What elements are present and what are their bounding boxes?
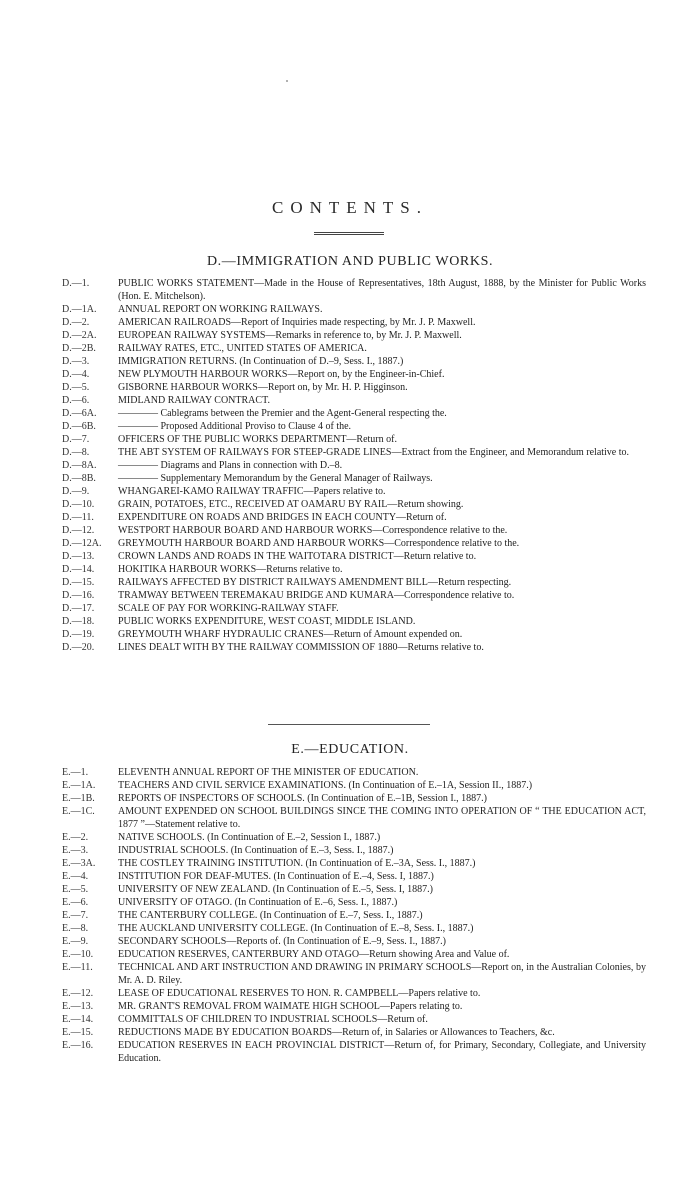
- entry-title: TEACHERS AND CIVIL SERVICE EXAMINATIONS. (In Continuation of E.–1A, Session II., 1887.): [118, 780, 533, 791]
- contents-entry: [0, 987, 700, 1000]
- entry-code: D.—14.: [62, 564, 95, 575]
- entry-code: D.—5.: [62, 382, 90, 393]
- contents-entry: [0, 792, 700, 805]
- entry-code: E.—7.: [62, 910, 89, 921]
- entry-code: D.—15.: [62, 577, 95, 588]
- entry-code: E.—3A.: [62, 858, 96, 869]
- contents-entry: [0, 524, 700, 537]
- contents-entry: [0, 1026, 700, 1039]
- entry-code: D.—10.: [62, 499, 95, 510]
- entry-code: E.—10.: [62, 949, 94, 960]
- contents-entry: [0, 805, 700, 831]
- contents-entry: [0, 277, 700, 303]
- entry-title: SCALE OF PAY FOR WORKING-RAILWAY STAFF.: [118, 603, 339, 614]
- entry-code: D.—6B.: [62, 421, 96, 432]
- entry-code: D.—8.: [62, 447, 90, 458]
- entry-title: NEW PLYMOUTH HARBOUR WORKS—Report on, by the Engineer-in-Chief.: [118, 369, 445, 380]
- entry-title: RAILWAY RATES, ETC., UNITED STATES OF AMERICA.: [118, 343, 367, 354]
- entry-code: D.—9.: [62, 486, 90, 497]
- contents-entry: [0, 368, 700, 381]
- entry-title: RAILWAYS AFFECTED BY DISTRICT RAILWAYS AMENDMENT BILL—Return respecting.: [118, 577, 512, 588]
- entry-code: E.—4.: [62, 871, 89, 882]
- contents-entry: [0, 485, 700, 498]
- section-heading-d: D.—IMMIGRATION AND PUBLIC WORKS.: [206, 254, 494, 269]
- contents-entry: [0, 394, 700, 407]
- section-heading-e: E.—EDUCATION.: [291, 742, 409, 757]
- contents-entry: [0, 472, 700, 485]
- entry-code: D.—17.: [62, 603, 95, 614]
- contents-entry: [0, 779, 700, 792]
- contents-entry: [0, 446, 700, 459]
- entry-code: E.—6.: [62, 897, 89, 908]
- page-title: CONTENTS.: [271, 198, 429, 217]
- entry-title: NATIVE SCHOOLS. (In Continuation of E.–2, Session I., 1887.): [118, 832, 381, 843]
- contents-entry: [0, 922, 700, 935]
- contents-entry: [0, 909, 700, 922]
- entry-code: D.—20.: [62, 642, 95, 653]
- contents-entry: [0, 615, 700, 628]
- contents-entry: [0, 355, 700, 368]
- entry-code: D.—3.: [62, 356, 90, 367]
- entry-title: ELEVENTH ANNUAL REPORT OF THE MINISTER OF EDUCATION.: [118, 767, 419, 778]
- contents-entry: [0, 1039, 700, 1065]
- contents-entry: [0, 329, 700, 342]
- contents-entry: [0, 883, 700, 896]
- entry-title: THE ABT SYSTEM OF RAILWAYS FOR STEEP-GRADE LINES—Extract from the Engineer, and Memorandum relative to.: [118, 447, 630, 458]
- contents-entry: [0, 589, 700, 602]
- entry-title: ANNUAL REPORT ON WORKING RAILWAYS.: [118, 304, 323, 315]
- entry-code: E.—1B.: [62, 793, 95, 804]
- entry-code: D.—1.: [62, 278, 90, 289]
- contents-entry: [0, 576, 700, 589]
- entry-title: MIDLAND RAILWAY CONTRACT.: [118, 395, 270, 406]
- entry-title: GISBORNE HARBOUR WORKS—Report on, by Mr. H. P. Higginson.: [118, 382, 408, 393]
- entry-code: D.—2A.: [62, 330, 97, 341]
- contents-entry: [0, 628, 700, 641]
- entry-title: INSTITUTION FOR DEAF-MUTES. (In Continuation of E.–4, Sess. I, 1887.): [118, 871, 434, 882]
- entry-code: D.—2B.: [62, 343, 96, 354]
- entry-code: E.—3.: [62, 845, 89, 856]
- entry-title: WHANGAREI-KAMO RAILWAY TRAFFIC—Papers relative to.: [118, 486, 386, 497]
- contents-entry: [0, 537, 700, 550]
- entry-code: D.—19.: [62, 629, 95, 640]
- entry-code: D.—7.: [62, 434, 90, 445]
- contents-entry: [0, 857, 700, 870]
- contents-entry: [0, 870, 700, 883]
- contents-entry: [0, 381, 700, 394]
- contents-entry: [0, 550, 700, 563]
- contents-entry: [0, 563, 700, 576]
- entry-title: UNIVERSITY OF NEW ZEALAND. (In Continuation of E.–5, Sess. I, 1887.): [118, 884, 433, 895]
- entry-code: D.—13.: [62, 551, 95, 562]
- entry-title: ———— Diagrams and Plans in connection with D.–8.: [118, 460, 343, 471]
- entry-title: IMMIGRATION RETURNS. (In Continuation of D.–9, Sess. I., 1887.): [118, 356, 404, 367]
- contents-entry: [0, 641, 700, 654]
- title-rule: [314, 232, 384, 235]
- entry-code: E.—5.: [62, 884, 89, 895]
- entry-code: E.—11.: [62, 962, 93, 973]
- entry-code: D.—8A.: [62, 460, 97, 471]
- entry-title: PUBLIC WORKS STATEMENT—Made in the House of Representatives, 18th August, 1888, by the Minister for Public Works (Hon. E. Mitchelson).: [118, 278, 646, 302]
- contents-entry: [0, 420, 700, 433]
- entry-code: D.—12.: [62, 525, 95, 536]
- entry-title: LEASE OF EDUCATIONAL RESERVES TO HON. R. CAMPBELL—Papers relative to.: [118, 988, 481, 999]
- entry-code: D.—6A.: [62, 408, 97, 419]
- entry-code: D.—6.: [62, 395, 90, 406]
- entry-code: E.—13.: [62, 1001, 94, 1012]
- entry-title: THE CANTERBURY COLLEGE. (In Continuation of E.–7, Sess. I., 1887.): [118, 910, 423, 921]
- entry-title: TECHNICAL AND ART INSTRUCTION AND DRAWING IN PRIMARY SCHOOLS—Report on, in the Australian Colonies, by Mr. A. D. Riley.: [118, 962, 646, 986]
- contents-entry: [0, 896, 700, 909]
- entry-title: SECONDARY SCHOOLS—Reports of. (In Continuation of E.–9, Sess. I., 1887.): [118, 936, 446, 947]
- contents-entry: [0, 303, 700, 316]
- entry-title: EUROPEAN RAILWAY SYSTEMS—Remarks in reference to, by Mr. J. P. Maxwell.: [118, 330, 462, 341]
- entry-code: E.—1C.: [62, 806, 95, 817]
- entry-code: E.—16.: [62, 1040, 94, 1051]
- entry-title: GREYMOUTH HARBOUR BOARD AND HARBOUR WORKS—Correspondence relative to the.: [118, 538, 520, 549]
- entry-code: D.—18.: [62, 616, 95, 627]
- entry-title: CROWN LANDS AND ROADS IN THE WAITOTARA DISTRICT—Return relative to.: [118, 551, 477, 562]
- entry-code: E.—12.: [62, 988, 94, 999]
- entry-code: E.—2.: [62, 832, 89, 843]
- entry-code: D.—12A.: [62, 538, 102, 549]
- entry-title: EDUCATION RESERVES IN EACH PROVINCIAL DISTRICT—Return of, for Primary, Secondary, Collegiate, and University Education.: [118, 1040, 646, 1064]
- contents-entry: [0, 766, 700, 779]
- contents-entry: [0, 948, 700, 961]
- entry-title: THE COSTLEY TRAINING INSTITUTION. (In Continuation of E.–3A, Sess. I., 1887.): [118, 858, 476, 869]
- contents-entry: [0, 433, 700, 446]
- entry-code: E.—14.: [62, 1014, 94, 1025]
- contents-entry: [0, 1000, 700, 1013]
- entry-code: E.—15.: [62, 1027, 94, 1038]
- entry-code: D.—4.: [62, 369, 90, 380]
- entry-title: GRAIN, POTATOES, ETC., RECEIVED AT OAMARU BY RAIL—Return showing.: [118, 499, 464, 510]
- entry-code: D.—2.: [62, 317, 90, 328]
- contents-entry: [0, 498, 700, 511]
- entry-title: EXPENDITURE ON ROADS AND BRIDGES IN EACH COUNTY—Return of.: [118, 512, 447, 523]
- entry-title: TRAMWAY BETWEEN TEREMAKAU BRIDGE AND KUMARA—Correspondence relative to.: [118, 590, 515, 601]
- entry-title: HOKITIKA HARBOUR WORKS—Returns relative to.: [118, 564, 343, 575]
- entry-code: E.—1A.: [62, 780, 96, 791]
- entry-title: REDUCTIONS MADE BY EDUCATION BOARDS—Return of, in Salaries or Allowances to Teachers, &c.: [118, 1027, 555, 1038]
- entry-code: E.—8.: [62, 923, 89, 934]
- entry-title: PUBLIC WORKS EXPENDITURE, WEST COAST, MIDDLE ISLAND.: [118, 616, 416, 627]
- entry-title: REPORTS OF INSPECTORS OF SCHOOLS. (In Continuation of E.–1B, Session I., 1887.): [118, 793, 487, 804]
- entry-title: ———— Supplementary Memorandum by the General Manager of Railways.: [118, 473, 433, 484]
- contents-entry: [0, 935, 700, 948]
- contents-entry: [0, 316, 700, 329]
- entry-code: D.—16.: [62, 590, 95, 601]
- entry-title: GREYMOUTH WHARF HYDRAULIC CRANES—Return of Amount expended on.: [118, 629, 463, 640]
- entry-code: D.—11.: [62, 512, 94, 523]
- entry-title: EDUCATION RESERVES, CANTERBURY AND OTAGO—Return showing Area and Value of.: [118, 949, 510, 960]
- entry-title: LINES DEALT WITH BY THE RAILWAY COMMISSION OF 1880—Returns relative to.: [118, 642, 484, 653]
- contents-entry: [0, 342, 700, 355]
- entry-code: D.—1A.: [62, 304, 97, 315]
- entry-title: ———— Proposed Additional Proviso to Clause 4 of the.: [118, 421, 352, 432]
- contents-entry: [0, 831, 700, 844]
- paper-speck: [286, 80, 288, 82]
- section-e-entries: [0, 766, 700, 1065]
- entry-title: AMOUNT EXPENDED ON SCHOOL BUILDINGS SINCE THE COMING INTO OPERATION OF “ THE EDUCATION ACT, 1877 ”—Statement relative to.: [118, 806, 646, 830]
- entry-title: THE AUCKLAND UNIVERSITY COLLEGE. (In Continuation of E.–8, Sess. I., 1887.): [118, 923, 474, 934]
- entry-code: D.—8B.: [62, 473, 96, 484]
- contents-entry: [0, 459, 700, 472]
- entry-title: ———— Cablegrams between the Premier and the Agent-General respecting the.: [118, 408, 447, 419]
- entry-code: E.—9.: [62, 936, 89, 947]
- contents-entry: [0, 844, 700, 857]
- entry-title: WESTPORT HARBOUR BOARD AND HARBOUR WORKS—Correspondence relative to the.: [118, 525, 508, 536]
- contents-entry: [0, 511, 700, 524]
- entry-title: COMMITTALS OF CHILDREN TO INDUSTRIAL SCHOOLS—Return of.: [118, 1014, 428, 1025]
- contents-entry: [0, 407, 700, 420]
- entry-title: AMERICAN RAILROADS—Report of Inquiries made respecting, by Mr. J. P. Maxwell.: [118, 317, 476, 328]
- contents-entry: [0, 1013, 700, 1026]
- section-divider: [268, 724, 430, 725]
- entry-title: MR. GRANT'S REMOVAL FROM WAIMATE HIGH SCHOOL—Papers relating to.: [118, 1001, 463, 1012]
- entry-title: INDUSTRIAL SCHOOLS. (In Continuation of E.–3, Sess. I., 1887.): [118, 845, 394, 856]
- section-d-entries: [0, 277, 700, 654]
- entry-title: UNIVERSITY OF OTAGO. (In Continuation of E.–6, Sess. I., 1887.): [118, 897, 398, 908]
- contents-entry: [0, 602, 700, 615]
- contents-entry: [0, 961, 700, 987]
- entry-code: E.—1.: [62, 767, 89, 778]
- entry-title: OFFICERS OF THE PUBLIC WORKS DEPARTMENT—Return of.: [118, 434, 397, 445]
